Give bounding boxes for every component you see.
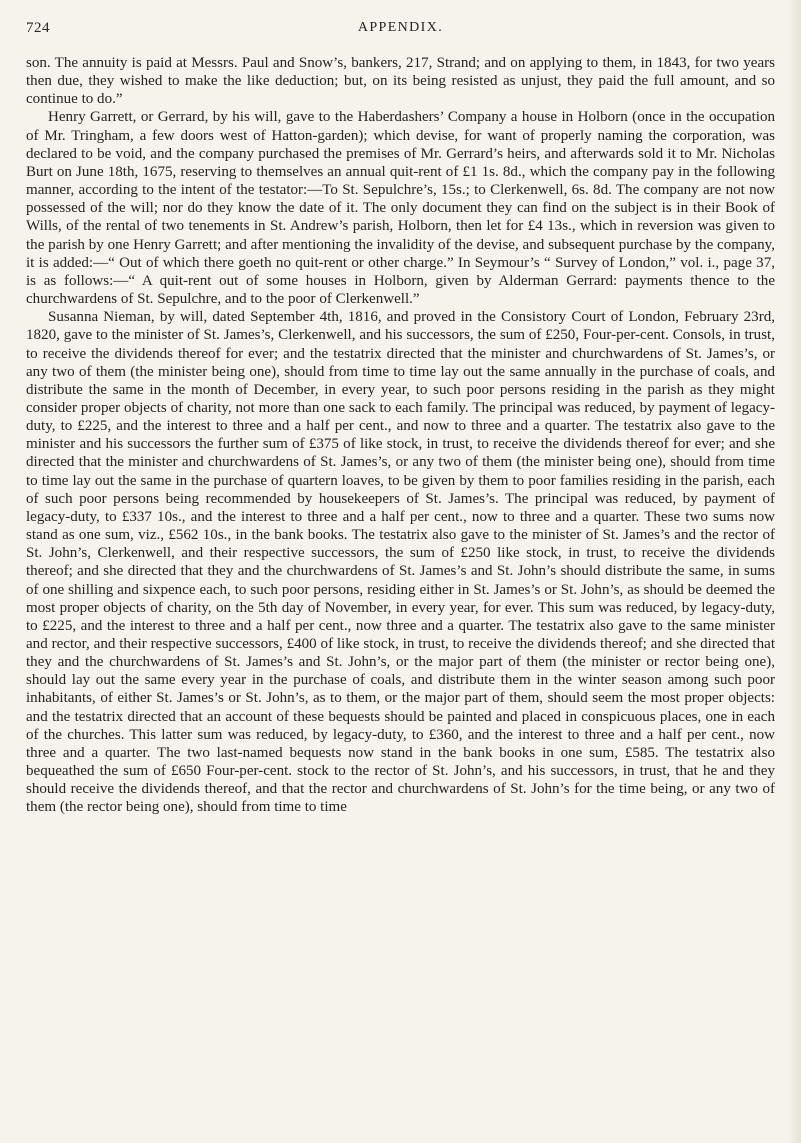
page-edge-shadow [787,0,801,1143]
running-head: APPENDIX. [357,20,444,35]
page-number: 724 [26,20,50,36]
paragraph-nieman-bequest: Susanna Nieman, by will, dated September 4th, 1816, and proved in the Consistory Court of London, February 23rd, 1820, gave to the minister of St. James’s, Clerkenwell, and his successors, the sum of £250, Four-per-cent. Consols, in trust, to receive the dividends thereof for ever; and the testatrix directed that the minister and churchwardens of St. James’s, or any two of them (the minister being one), should from time to time lay out the same annually in the purchase of coals, and distribute the same in the month of December, in every year, to such poor persons residing in the parish as they might consider proper objects of charity, not more than one sack to each family. The principal was reduced, by payment of legacy-duty, to £225, and the interest to three and a half per cent., and now to three and a quarter. The testatrix also gave to the minister and his successors the further sum of £375 of like stock, in trust, to receive the dividends thereof for ever; and she directed that the minister and churchwardens of St. James’s, or any two of them (the minister being one), should from time to time lay out the same in the purchase of quartern loaves, to be given by them to poor families residing in the parish, each of such poor persons being recommended by housekeepers of St. James’s. The principal was reduced, by payment of legacy-duty, to £337 10s., and the interest to three and a half per cent., now to three and a quarter. These two sums now stand as one sum, viz., £562 10s., in the bank books. The testatrix also gave to the minister of St. James’s and the rector of St. John’s, Clerkenwell, and their respective successors, the sum of £250 like stock, in trust, to receive the dividends thereof; and she directed that they and the churchwardens of St. James’s and St. John’s should distribute the same, in sums of one shilling and sixpence each, to such poor persons, residing either in St. James’s or St. John’s, as should be deemed the most proper objects of charity, on the 5th day of November, in every year, for ever. This sum was reduced, by legacy-duty, to £225, and the interest to three and a half per cent., now three and a quarter. The testatrix also gave to the same minister and rector, and their respective successors, £400 of like stock, in trust, to receive the dividends thereof; and she directed that they and the churchwardens of St. James’s and St. John’s, or the major part of them (the minister or rector being one), should lay out the same every year in the purchase of coals, and distribute them in the winter season among such poor inhabitants, of either St. James’s or St. John’s, as to them, or the major part of them, should seem the most proper objects: and the testatrix directed that an account of these bequests should be painted and placed in conspicuous places, one in each of the churches. This latter sum was reduced, by legacy-duty, to £360, and the interest to three and a half per cent., now three and a quarter. The two last-named bequests now stand in the bank books in one sum, £585. The testatrix also bequeathed the sum of £650 Four-per-cent. stock to the rector of St. John’s, and his successors, in trust, that he and they should receive the dividends thereof, and that the rector and churchwardens of St. John’s for the time being, or any two of them (the rector being one), should from time to time [26,309,775,816]
paragraph-garrett-bequest: Henry Garrett, or Gerrard, by his will, gave to the Haberdashers’ Company a house in Holborn (once in the occupation of Mr. Tringham, a few doors west of Hatton-garden); which devise, for want of properly naming the corporation, was declared to be void, and the company purchased the premises of Mr. Gerrard’s heirs, and afterwards sold it to Mr. Nicholas Burt on June 18th, 1675, reserving to themselves an annual quit-rent of £1 1s. 8d., which the company pay in the following manner, according to the intent of the testator:—To St. Sepulchre’s, 15s.; to Clerkenwell, 6s. 8d. The company are not now possessed of the will; nor do they know the date of it. The only document they can find on the subject is in their Book of Wills, of the rental of two tenements in St. Andrew’s parish, Holborn, then let for £4 13s., which in reversion was given to the parish by one Henry Garrett; and after mentioning the invalidity of the devise, and subsequent purchase by the company, it is added:—“ Out of which there goeth no quit-rent or other charge.” In Seymour’s “ Survey of London,” vol. i., page 37, is as follows:—“ A quit-rent out of some houses in Holborn, given by Alderman Gerrard: payments thence to the churchwardens of St. Sepulchre, and to the poor of Clerkenwell.” [26,109,775,308]
paragraph-continuation: son. The annuity is paid at Messrs. Paul and Snow’s, bankers, 217, Strand; and on applying to them, in 1843, for two years then due, they wished to make the like deduction; but, on its being resisted as unjust, they paid the full amount, and so continue to do.” [26,55,775,108]
page-header [26,18,775,48]
body-text [26,54,775,817]
